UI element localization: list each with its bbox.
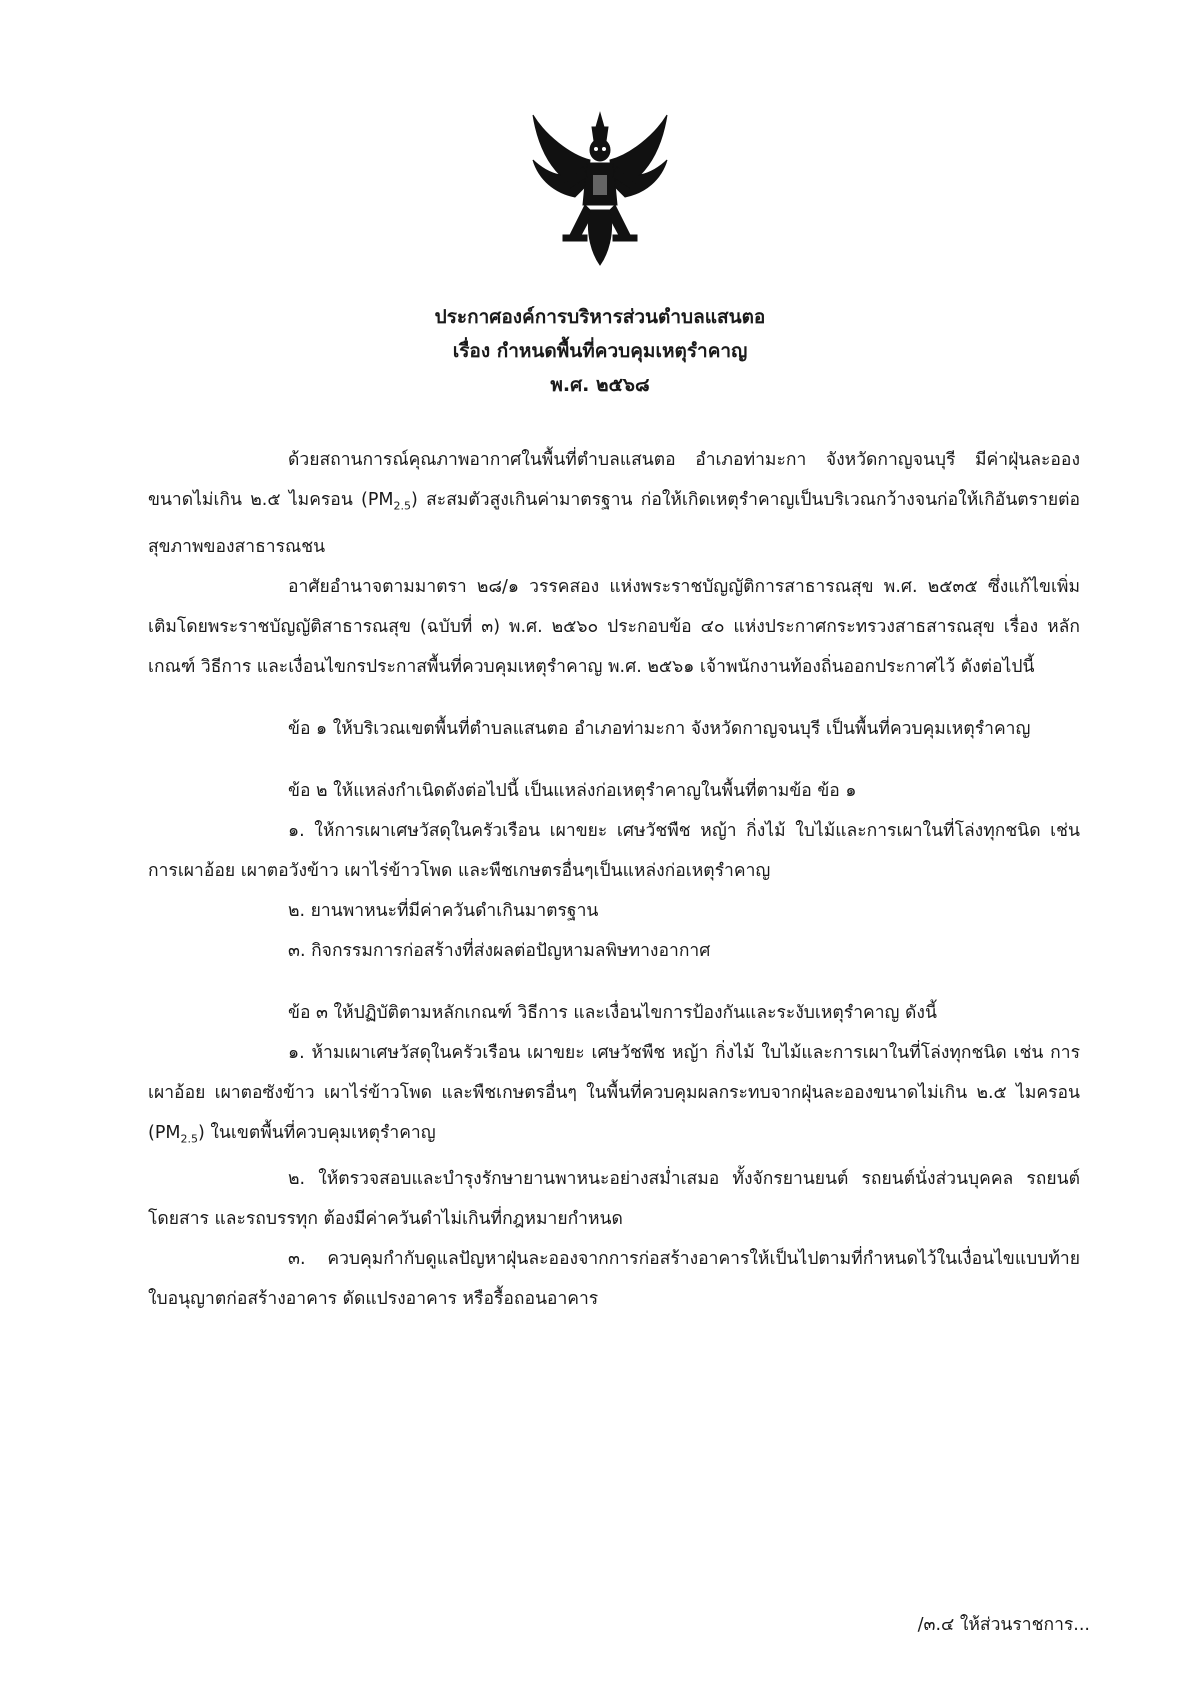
intro-paragraph-1: ด้วยสถานการณ์คุณภาพอากาศในพื้นที่ตำบลแสนตอ อำเภอท่ามะกา จังหวัดกาญจนบุรี มีค่าฝุ่นละอองขนาดไม่เกิน ๒.๕ ไมครอน $(PM_{2.5})$ สะสมตัวสูงเกินค่ามาตรฐาน ก่อให้เกิดเหตุรำคาญเป็นบริเวณกว้างจนก่อให้เกิอันตรายต่อสุขภาพของสาธารณชน [148, 450, 1080, 557]
clause-2-item-1: ๑. ให้การเผาเศษวัสดุในครัวเรือน เผาขยะ เศษวัชพืช หญ้า กิ่งไม้ ใบไม้และการเผาในที่โล่งทุกชนิด เช่น การเผาอ้อย เผาตอวังข้าว เผาไร่ข้าวโพด และพืชเกษตรอื่นๆเป็นแหล่งก่อเหตุรำคาญ [148, 820, 1080, 881]
clause-3-title: ข้อ ๓ ให้ปฏิบัติตามหลักเกณฑ์ วิธีการ และเงื่อนไขการป้องกันและระงับเหตุรำคาญ ดังนี้ [288, 1002, 937, 1023]
continuation-note: /๓.๔ ให้ส่วนราชการ... [917, 1615, 1090, 1635]
garuda-emblem-icon [525, 105, 675, 270]
clause-2-item-2: ๒. ยานพาหนะที่มีค่าควันดำเกินมาตรฐาน [288, 900, 599, 921]
announcement-subject: เรื่อง กำหนดพื้นที่ควบคุมเหตุรำคาญ [452, 340, 748, 362]
clause-2-title: ข้อ ๒ ให้แหล่งกำเนิดดังต่อไปนี้ เป็นแหล่งก่อเหตุรำคาญในพื้นที่ตามข้อ ข้อ ๑ [288, 780, 857, 801]
clause-2-item-3: ๓. กิจกรรมการก่อสร้างที่ส่งผลต่อปัญหามลพิษทางอากาศ [288, 940, 711, 961]
clause-3-item-3: ๓. ควบคุมกำกับดูแลปัญหาฝุ่นละอองจากการก่อสร้างอาคารให้เป็นไปตามที่กำหนดไว้ในเงื่อนไขแบบท้ายใบอนุญาตก่อสร้างอาคาร ดัดแปรงอาคาร หรือรื้อถอนอาคาร [148, 1249, 1080, 1309]
clause-3-item-2: ๒. ให้ตรวจสอบและบำรุงรักษายานพาหนะอย่างสม่ำเสมอ ทั้งจักรยานยนต์ รถยนต์นั่งส่วนบุคคล รถยนต์โดยสาร และรถบรรทุก ต้องมีค่าควันดำไม่เกินที่กฎหมายกำหนด [148, 1169, 1080, 1229]
intro-paragraph-2: อาศัยอำนาจตามมาตรา ๒๘/๑ วรรคสอง แห่งพระราชบัญญัติการสาธารณสุข พ.ศ. ๒๕๓๕ ซึ่งแก้ไขเพิ่มเติมโดยพระราชบัญญัติสาธารณสุข (ฉบับที่ ๓) พ.ศ. ๒๕๖๐ ประกอบข้อ ๔๐ แห่งประกาศกระทรวงสาธสารณสุข เรื่อง หลักเกณฑ์ วิธีการ และเงื่อนไขกรประกาสพื้นที่ควบคุมเหตุรำคาญ พ.ศ. ๒๕๖๑ เจ้าพนักงานท้องถิ่นออกประกาศไว้ ดังต่อไปนี้ [148, 576, 1080, 677]
announcement-body [148, 440, 1080, 1319]
announcement-year: พ.ศ. ๒๕๖๘ [550, 374, 650, 396]
announcement-title: ประกาศองค์การบริหารส่วนตำบลแสนตอ [434, 306, 766, 328]
clause-3-item-1: ๑. ห้ามเผาเศษวัสดุในครัวเรือน เผาขยะ เศษวัชพืช หญ้า กิ่งไม้ ใบไม้และการเผาในที่โล่งทุกชนิด เช่น การเผาอ้อย เผาตอซังข้าว เผาไร่ข้าวโพด และพืชเกษตรอื่นๆ ในพื้นที่ควบคุมผลกระทบจากฝุ่นละอองขนาดไม่เกิน ๒.๕ ไมครอน $(PM_{2.5})$ ในเขตพื้นที่ควบคุมเหตุรำคาญ [148, 1042, 1080, 1145]
announcement-heading [0, 300, 1200, 402]
clause-1: ข้อ ๑ ให้บริเวณเขตพื้นที่ตำบลแสนตอ อำเภอท่ามะกา จังหวัดกาญจนบุรี เป็นพื้นที่ควบคุมเหตุรำคาญ [288, 718, 1031, 739]
